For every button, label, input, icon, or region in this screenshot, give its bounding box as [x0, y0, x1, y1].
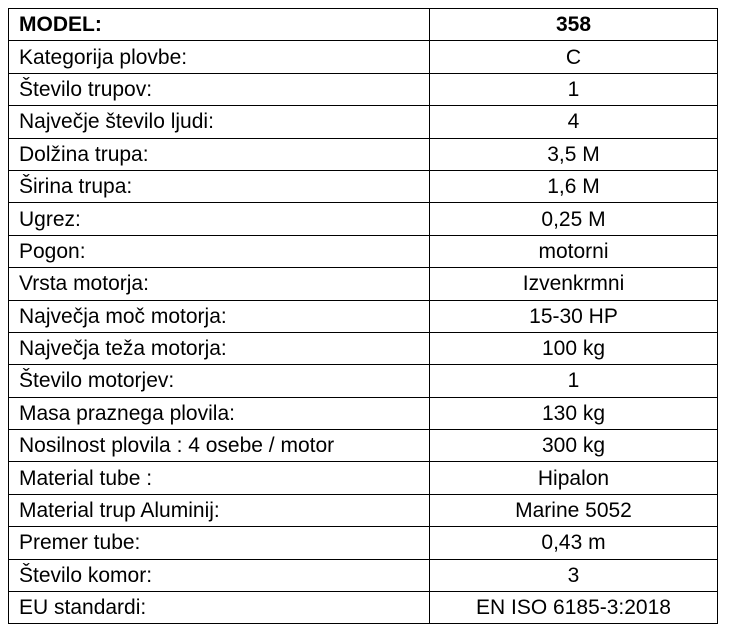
table-row — [9, 430, 718, 462]
row-value: 1,6 M — [430, 170, 718, 202]
table-row — [9, 106, 718, 138]
row-value: EN ISO 6185-3:2018 — [430, 592, 718, 624]
row-value: motorni — [430, 235, 718, 267]
row-label: Masa praznega plovila: — [9, 397, 430, 429]
table-row — [9, 494, 718, 526]
header-label: MODEL: — [9, 9, 430, 41]
table-row — [9, 170, 718, 202]
table-row — [9, 138, 718, 170]
row-value: 1 — [430, 73, 718, 105]
table-row — [9, 527, 718, 559]
row-value: 0,25 M — [430, 203, 718, 235]
row-value: C — [430, 41, 718, 73]
row-label: Material tube : — [9, 462, 430, 494]
row-label: Pogon: — [9, 235, 430, 267]
table-row — [9, 365, 718, 397]
row-label: Material trup Aluminij: — [9, 494, 430, 526]
row-label: Vrsta motorja: — [9, 268, 430, 300]
row-label: Kategorija plovbe: — [9, 41, 430, 73]
table-header-row — [9, 9, 718, 41]
row-value: Marine 5052 — [430, 494, 718, 526]
spec-table — [8, 8, 718, 624]
row-value: 130 kg — [430, 397, 718, 429]
row-value: Hipalon — [430, 462, 718, 494]
table-row — [9, 268, 718, 300]
table-row — [9, 41, 718, 73]
row-label: Število motorjev: — [9, 365, 430, 397]
row-value: 1 — [430, 365, 718, 397]
table-row — [9, 332, 718, 364]
row-label: Število trupov: — [9, 73, 430, 105]
row-value: 0,43 m — [430, 527, 718, 559]
row-value: 3,5 M — [430, 138, 718, 170]
table-row — [9, 235, 718, 267]
row-label: Širina trupa: — [9, 170, 430, 202]
row-value: Izvenkrmni — [430, 268, 718, 300]
row-label: Premer tube: — [9, 527, 430, 559]
row-label: Največja teža motorja: — [9, 332, 430, 364]
row-label: Največje število ljudi: — [9, 106, 430, 138]
row-value: 100 kg — [430, 332, 718, 364]
row-value: 300 kg — [430, 430, 718, 462]
row-label: Ugrez: — [9, 203, 430, 235]
header-value: 358 — [430, 9, 718, 41]
row-value: 4 — [430, 106, 718, 138]
table-row — [9, 300, 718, 332]
table-row — [9, 462, 718, 494]
row-value: 3 — [430, 559, 718, 591]
row-label: Največja moč motorja: — [9, 300, 430, 332]
row-label: Število komor: — [9, 559, 430, 591]
table-row — [9, 592, 718, 624]
row-value: 15-30 HP — [430, 300, 718, 332]
table-row — [9, 397, 718, 429]
table-row — [9, 559, 718, 591]
table-row — [9, 73, 718, 105]
row-label: Dolžina trupa: — [9, 138, 430, 170]
row-label: Nosilnost plovila : 4 osebe / motor — [9, 430, 430, 462]
row-label: EU standardi: — [9, 592, 430, 624]
table-row — [9, 203, 718, 235]
